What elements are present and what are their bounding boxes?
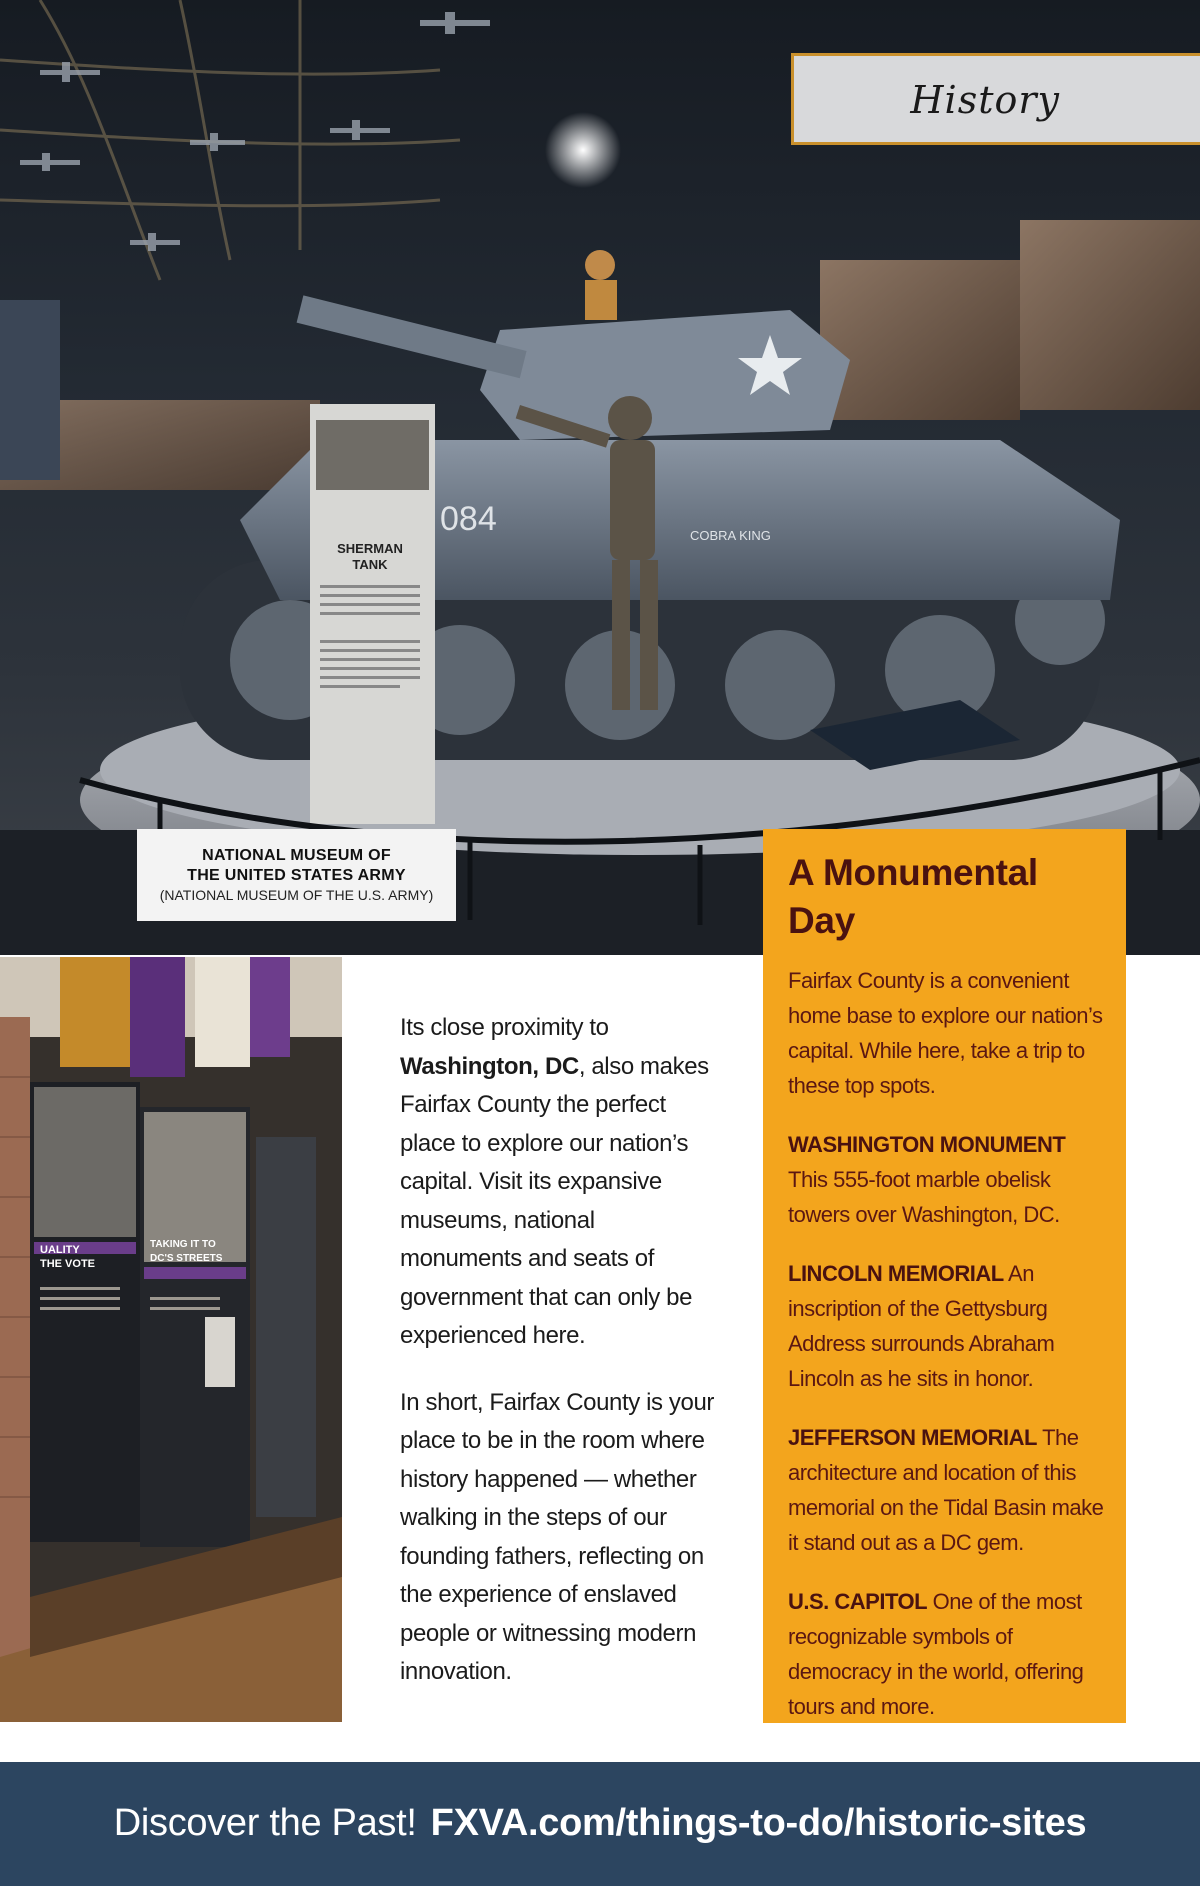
- footer-url-link[interactable]: FXVA.com/things-to-do/historic-sites: [430, 1802, 1087, 1844]
- body-p1-rest: , also makes Fairfax County the perfect place to explore our nation’s capital. Visit its expansive museums, national monuments and seats of government that can only be experienced here.: [400, 1052, 709, 1349]
- section-tag-label: History: [910, 78, 1060, 122]
- exhibit-sign-line1: SHERMAN: [337, 541, 403, 556]
- body-text: [400, 1009, 720, 1692]
- body-p1-lead: Its close proximity to: [400, 1014, 609, 1041]
- footer-banner: [0, 1762, 1200, 1886]
- exhibit-hall-illustration: [0, 957, 342, 1722]
- caption-line-1: NATIONAL MUSEUM OF: [202, 847, 391, 864]
- panel1-heading-1: UALITY: [40, 1244, 80, 1256]
- sidebar-title: A Monumental Day: [788, 852, 1038, 941]
- body-p1-bold: Washington, DC: [400, 1052, 579, 1080]
- sidebar-item-text: This 555-foot marble obelisk towers over Washington, DC.: [788, 1167, 1060, 1227]
- sidebar-item-text: The architecture and location of this memorial on the Tidal Basin make it stand out as a DC gem.: [788, 1425, 1104, 1555]
- tank-number: 084: [440, 500, 497, 538]
- caption-line-2: THE UNITED STATES ARMY: [187, 867, 406, 884]
- sidebar-item-text: One of the most recognizable symbols of democracy in the world, offering tours and more.: [788, 1589, 1084, 1719]
- sidebar-item-us-capitol: [788, 1584, 1106, 1724]
- exhibit-hall-photo: [0, 957, 342, 1722]
- section-tag: [791, 53, 1200, 145]
- sidebar-item-jefferson-memorial: [788, 1420, 1106, 1560]
- sidebar-item-text: An inscription of the Gettysburg Address surrounds Abraham Lincoln as he sits in honor.: [788, 1261, 1055, 1391]
- sidebar-item-name: LINCOLN MEMORIAL: [788, 1261, 1004, 1286]
- sidebar-item-name: JEFFERSON MEMORIAL: [788, 1425, 1037, 1450]
- footer-lead: Discover the Past!: [113, 1802, 417, 1844]
- monumental-day-sidebar: [763, 829, 1126, 1723]
- sidebar-item-name: WASHINGTON MONUMENT: [788, 1132, 1066, 1157]
- sidebar-item-name: U.S. CAPITOL: [788, 1589, 928, 1614]
- sidebar-intro: Fairfax County is a convenient home base to explore our nation’s capital. While here, take a trip to these top spots.: [788, 968, 1103, 1098]
- panel1-heading-2: THE VOTE: [40, 1258, 96, 1270]
- photo-caption: [137, 829, 456, 921]
- panel2-heading-2: DC'S STREETS: [150, 1253, 223, 1264]
- body-paragraph-2: In short, Fairfax County is your place to be in the room where history happened — whether walking in the steps of our founding fathers, reflecting on the experience of enslaved people or witnessing modern innovation.: [400, 1388, 714, 1685]
- exhibit-sign-line2: TANK: [352, 557, 388, 572]
- tank-name: COBRA KING: [690, 528, 771, 543]
- sidebar-item-lincoln-memorial: [788, 1256, 1106, 1396]
- sidebar-item-washington-monument: [788, 1127, 1106, 1232]
- body-paragraph-1: [400, 1009, 720, 1356]
- panel2-heading-1: TAKING IT TO: [150, 1239, 216, 1250]
- caption-credit: (NATIONAL MUSEUM OF THE U.S. ARMY): [159, 887, 434, 903]
